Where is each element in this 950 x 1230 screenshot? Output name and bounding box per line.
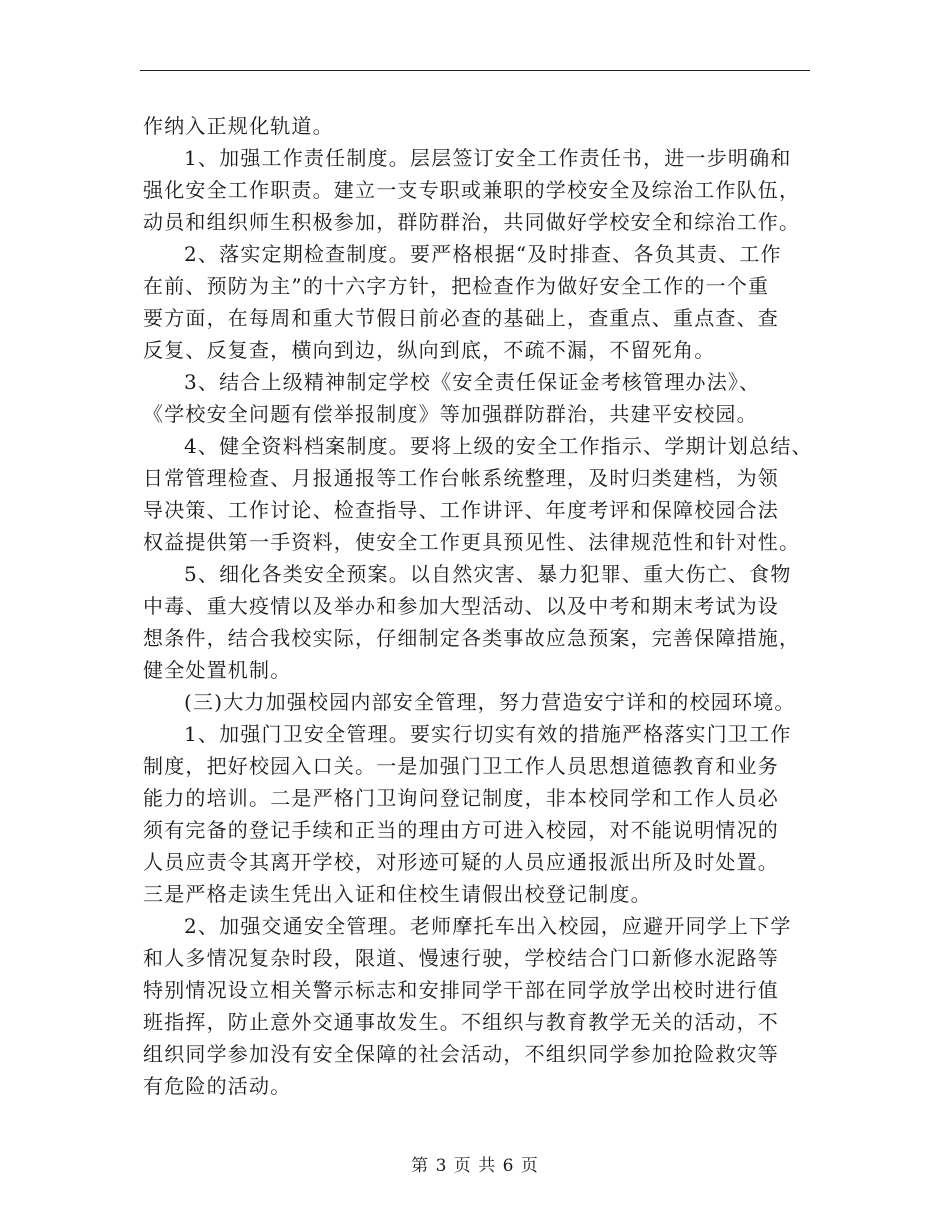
text-line: 班指挥，防止意外交通事故发生。不组织与教育教学无关的活动，不: [143, 1010, 779, 1034]
text-line: 动员和组织师生积极参加，群防群治，共同做好学校安全和综治工作。: [143, 210, 801, 234]
text-line: 在前、预防为主”的十六字方针，把检查作为做好安全工作的一个重: [143, 274, 770, 298]
text-line: 权益提供第一手资料，使安全工作更具预见性、法律规范性和针对性。: [143, 530, 801, 554]
text-line: 作纳入正规化轨道。: [143, 114, 334, 138]
text-line: 三是严格走读生凭出入证和住校生请假出校登记制度。: [143, 882, 652, 906]
text-line: 组织同学参加没有安全保障的社会活动，不组织同学参加抢险救灾等: [143, 1042, 779, 1066]
text-line: 中毒、重大疫情以及举办和参加大型活动、以及中考和期末考试为设: [143, 594, 779, 618]
text-line: 《学校安全问题有偿举报制度》等加强群防群治，共建平安校园。: [143, 402, 758, 426]
page-number-footer: 第 3 页 共 6 页: [411, 1156, 539, 1176]
text-line: 强化安全工作职责。建立一支专职或兼职的学校安全及综治工作队伍，: [143, 178, 801, 202]
text-line: 须有完备的登记手续和正当的理由方可进入校园，对不能说明情况的: [143, 818, 779, 842]
text-line: 3、结合上级精神制定学校《安全责任保证金考核管理办法》、: [184, 370, 761, 394]
text-line: 能力的培训。二是严格门卫询问登记制度，非本校同学和工作人员必: [143, 786, 779, 810]
text-line: 制度，把好校园入口关。一是加强门卫工作人员思想道德教育和业务: [143, 754, 779, 778]
text-line: 和人多情况复杂时段，限道、慢速行驶，学校结合门口新修水泥路等: [143, 946, 779, 970]
text-line: 2、落实定期检查制度。要严格根据“及时排查、各负其责、工作: [184, 242, 782, 266]
text-line: 日常管理检查、月报通报等工作台帐系统整理，及时归类建档，为领: [143, 466, 779, 490]
text-line: 1、加强门卫安全管理。要实行切实有效的措施严格落实门卫工作: [184, 722, 792, 746]
text-line: 特别情况设立相关警示标志和安排同学干部在同学放学出校时进行值: [143, 978, 779, 1002]
text-line: 5、细化各类安全预案。以自然灾害、暴力犯罪、重大伤亡、食物: [184, 562, 792, 586]
text-line: 1、加强工作责任制度。层层签订安全工作责任书，进一步明确和: [184, 146, 792, 170]
section-heading: (三)大力加强校园内部安全管理，努力营造安宁详和的校园环境。: [184, 690, 796, 714]
text-line: 有危险的活动。: [143, 1074, 292, 1098]
text-line: 想条件，结合我校实际，仔细制定各类事故应急预案，完善保障措施，: [143, 626, 801, 650]
text-line: 反复、反复查，横向到边，纵向到底，不疏不漏，不留死角。: [143, 338, 716, 362]
text-line: 2、加强交通安全管理。老师摩托车出入校园，应避开同学上下学: [184, 914, 792, 938]
text-line: 要方面，在每周和重大节假日前必查的基础上，查重点、重点查、查: [143, 306, 779, 330]
text-line: 健全处置机制。: [143, 658, 292, 682]
text-line: 4、健全资料档案制度。要将上级的安全工作指示、学期计划总结、: [184, 434, 813, 458]
text-line: 导决策、工作讨论、检查指导、工作讲评、年度考评和保障校园合法: [143, 498, 779, 522]
text-line: 人员应责令其离开学校，对形迹可疑的人员应通报派出所及时处置。: [143, 850, 779, 874]
